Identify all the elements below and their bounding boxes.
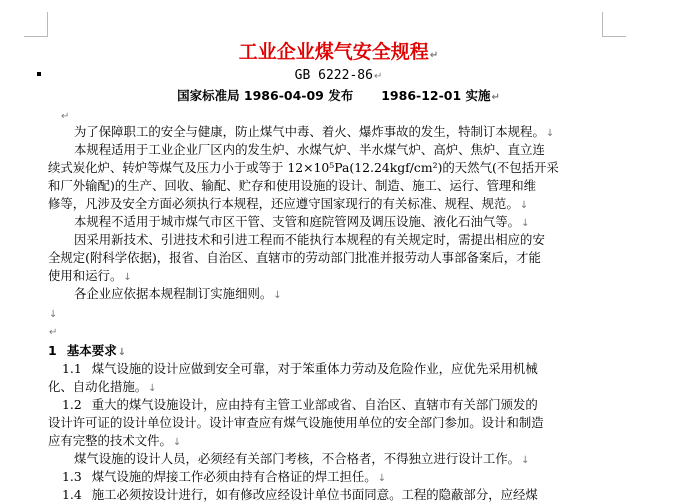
clause-line: 1.3 煤气设施的焊接工作必须由持有合格证的焊工担任。↓ [62,469,387,484]
section-heading: 1 基本要求↓ [48,343,127,358]
document-title: 工业企业煤气安全规程↵ [238,41,439,63]
body-paragraph: 因采用新技术、引进技术和引进工程而不能执行本规程的有关规定时，需提出相应的安 [74,232,545,247]
body-paragraph: 为了保障职工的安全与健康，防止煤气中毒、着火、爆炸事故的发生，特制订本规程。↓ [74,124,555,139]
body-paragraph: 续式炭化炉、转炉等煤气及压力小于或等于 12×10⁵Pa(12.24kgf/cm²)的天然气(不包括开采 [48,160,559,175]
issue-info: 国家标准局 1986-04-09 发布 1986-12-01 实施↵ [177,88,500,103]
empty-paragraph: ↵ [49,327,58,338]
clause-line: 化、自动化措施。↓ [48,379,157,394]
body-paragraph: 使用和运行。↓ [48,268,132,283]
body-paragraph: 各企业应依据本规程制订实施细则。↓ [74,286,282,301]
body-paragraph: 本规程适用于工业企业厂区内的发生炉、水煤气炉、半水煤气炉、高炉、焦炉、直立连 [74,142,545,157]
empty-paragraph: ↵ [61,111,70,122]
empty-paragraph: ↓ [49,309,58,320]
clause-line: 1.4 施工必须按设计进行，如有修改应经设计单位书面同意。工程的隐蔽部分，应经煤 [62,487,538,502]
clause-line: 设计许可证的设计单位设计。设计审查应有煤气设施使用单位的安全部门参加。设计和制造 [48,415,544,430]
clause-line: 1.1 煤气设施的设计应做到安全可靠，对于笨重体力劳动及危险作业，应优先采用机械 [62,361,538,376]
body-paragraph: 修等，凡涉及安全方面必须执行本规程，还应遵守国家现行的有关标准、规程、规范。↓ [48,196,529,211]
crop-mark-top-right [602,36,626,37]
body-paragraph: 全规定(附科学依据)，报省、自治区、直辖市的劳动部门批准并报劳动人事部备案后，才能 [48,250,541,265]
clause-line: 1.2 重大的煤气设施设计，应由持有主管工业部或省、自治区、直辖市有关部门颁发的 [62,397,538,412]
clause-line: 煤气设施的设计人员，必须经有关部门考核，不合格者，不得独立进行设计工作。↓ [74,451,530,466]
crop-mark-top-left [24,36,48,37]
crop-mark-top-left [47,12,48,37]
crop-mark-top-right [602,12,603,37]
clause-line: 应有完整的技术文件。↓ [48,433,182,448]
body-paragraph: 和厂外输配)的生产、回收、输配、贮存和使用设施的设计、制造、施工、运行、管理和维 [48,178,537,193]
standard-number: GB 6222-86↵ [294,68,383,83]
body-paragraph: 本规程不适用于城市煤气市区干管、支管和庭院管网及调压设施、液化石油气等。↓ [74,214,530,229]
